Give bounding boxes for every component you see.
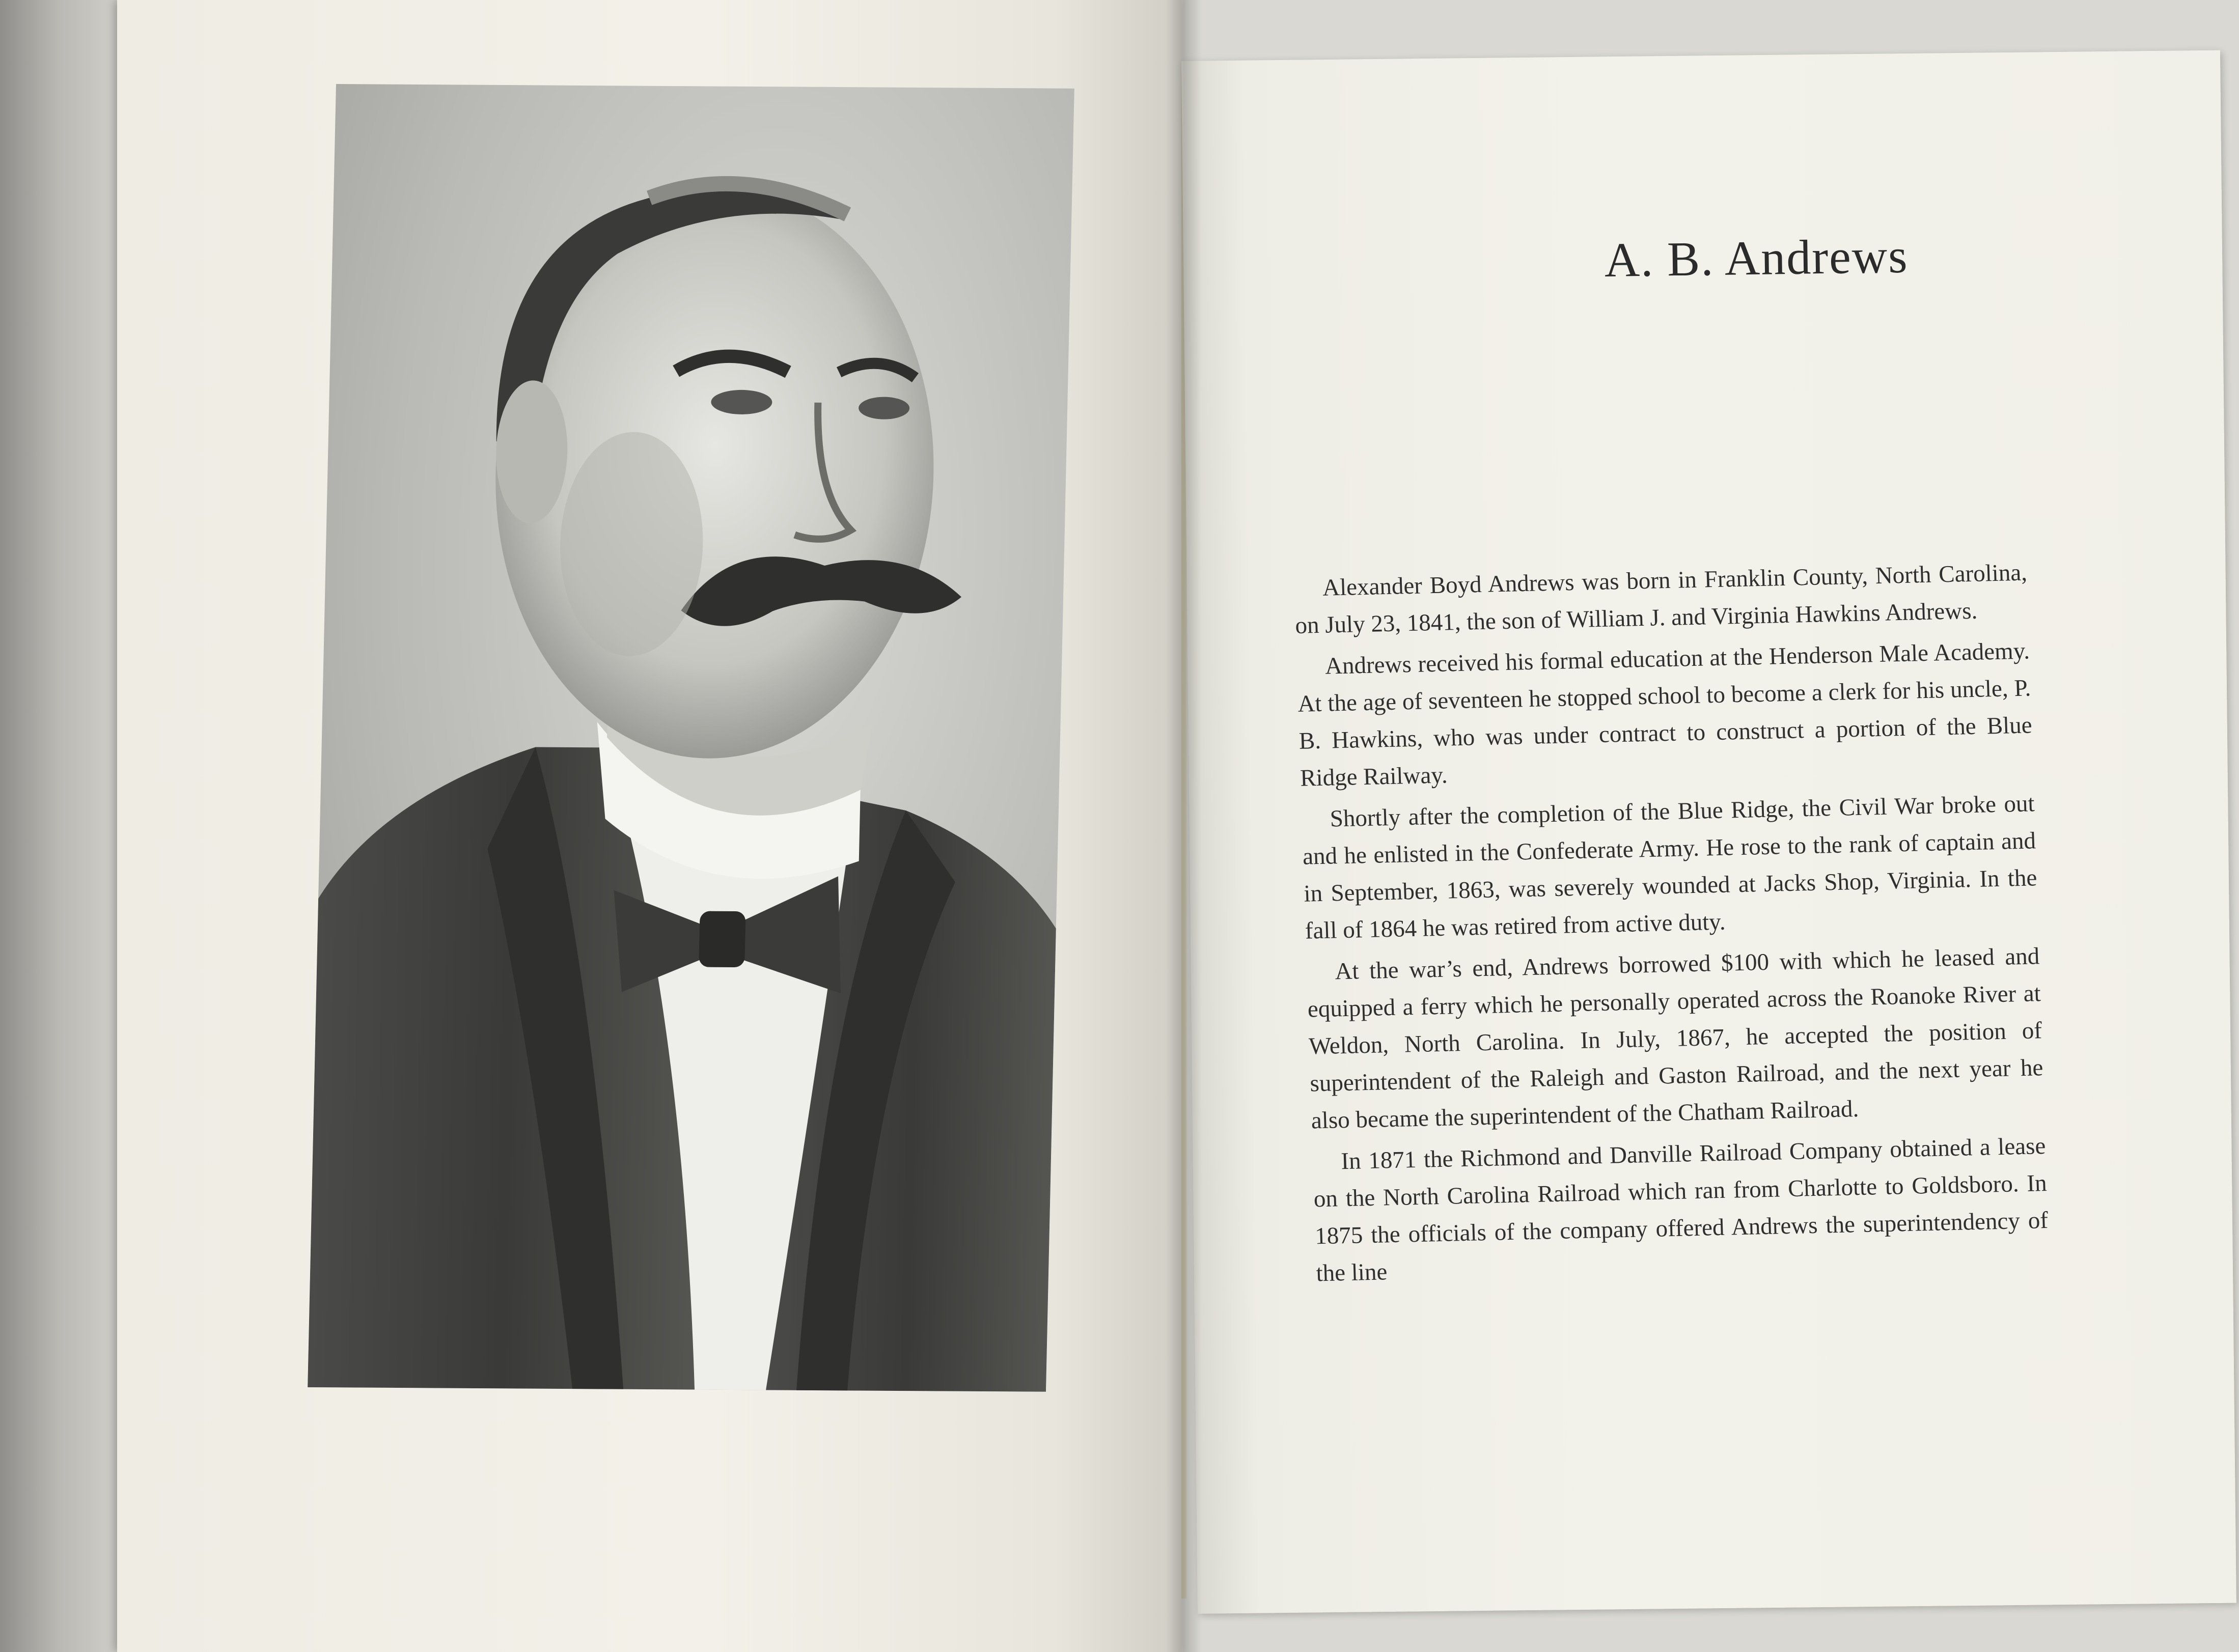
biography-text xyxy=(1293,554,2050,1297)
paragraph-3: Shortly after the completion of the Blue Ridge, the Civil War broke out and he enlisted in the Confederate Army. He rose to the rank of captain and in September, 1863, was severely wounded at Jacks Shop, Virginia. In the fall of 1864 he was retired from active duty. xyxy=(1302,790,2038,944)
book-gutter xyxy=(1166,0,1202,1652)
page-title: A. B. Andrews xyxy=(1604,228,1909,287)
portrait-engraving xyxy=(308,84,1074,1392)
paragraph-2: Andrews received his formal education at the Henderson Male Academy. At the age of seventeen he stopped school to become a clerk for his uncle, P. B. Hawkins, who was under contract to construct a portion of the Blue Ridge Railway. xyxy=(1297,637,2033,792)
portrait-drawing xyxy=(308,84,1074,1392)
background-shadow xyxy=(0,0,127,1652)
paragraph-5: In 1871 the Richmond and Danville Railroad Company obtained a lease on the North Carolina Railroad which ran from Charlotte to Goldsboro. In 1875 the officials of the company offered Andrews the superintendency of the line xyxy=(1313,1133,2049,1287)
paragraph-1: Alexander Boyd Andrews was born in Franklin County, North Carolina, on July 23, 1841, the son of William J. and Virginia Hawkins Andrews. xyxy=(1294,559,2028,639)
paragraph-4: At the war’s end, Andrews borrowed $100 with which he leased and equipped a ferry which he personally operated across the Roanoke River at Weldon, North Carolina. In July, 1867, he accepted the position of superintendent of the Raleigh and Gaston Railroad, and the next year he also became the superintendent of the Chatham Railroad. xyxy=(1307,943,2044,1134)
